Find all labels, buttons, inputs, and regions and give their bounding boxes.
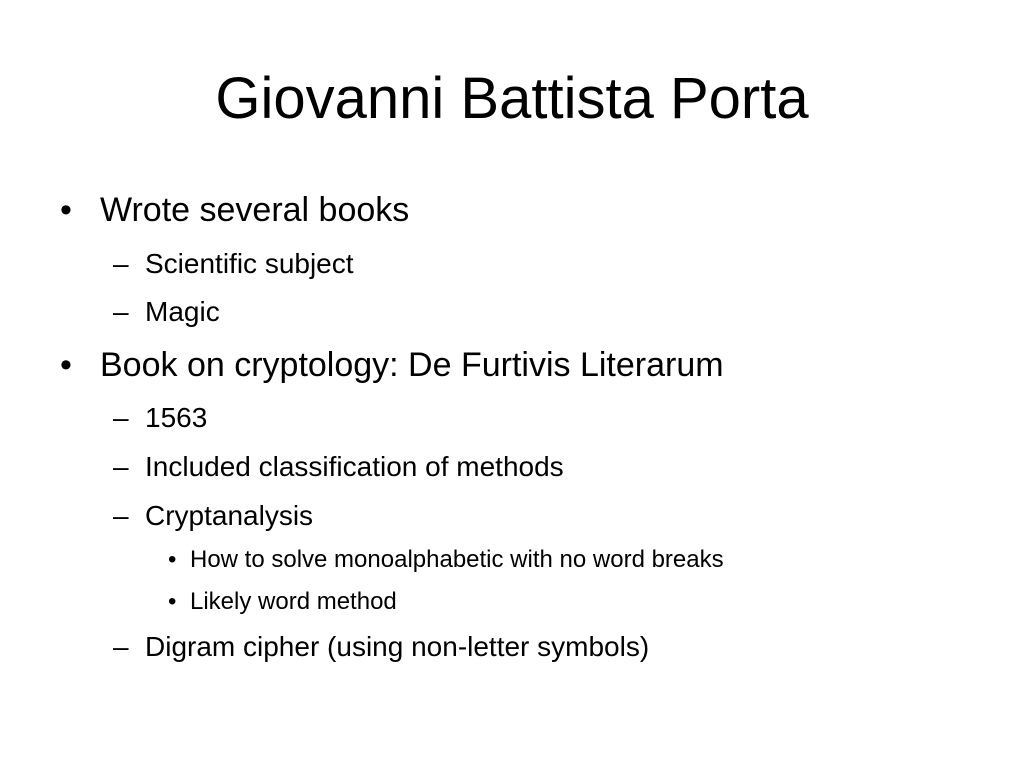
slide-title: Giovanni Battista Porta — [215, 66, 809, 131]
bullet-item: Wrote several books — [100, 191, 410, 229]
bullet-marker: • — [60, 346, 72, 384]
subbullet-item: 1563 — [145, 402, 208, 433]
subbullet-item: Included classification of methods — [145, 451, 564, 482]
subbullet-item: Digram cipher (using non-letter symbols) — [145, 631, 650, 662]
subbullet-marker: – — [113, 296, 129, 327]
bullet-marker: • — [60, 191, 72, 229]
subbullet-item: Magic — [145, 296, 220, 327]
subbullet-marker: – — [113, 631, 129, 662]
subsubbullet-marker: • — [168, 546, 177, 573]
subsubbullet-item: How to solve monoalphabetic with no word breaks — [190, 546, 724, 573]
subbullet-item: Scientific subject — [145, 248, 354, 279]
subbullet-marker: – — [113, 451, 129, 482]
bullet-item: Book on cryptology: De Furtivis Literarum — [100, 346, 724, 384]
subbullet-marker: – — [113, 402, 129, 433]
subbullet-item: Cryptanalysis — [145, 500, 314, 531]
subbullet-marker: – — [113, 500, 129, 531]
subsubbullet-marker: • — [168, 588, 177, 615]
subbullet-marker: – — [113, 248, 129, 279]
subsubbullet-item: Likely word method — [190, 588, 397, 615]
